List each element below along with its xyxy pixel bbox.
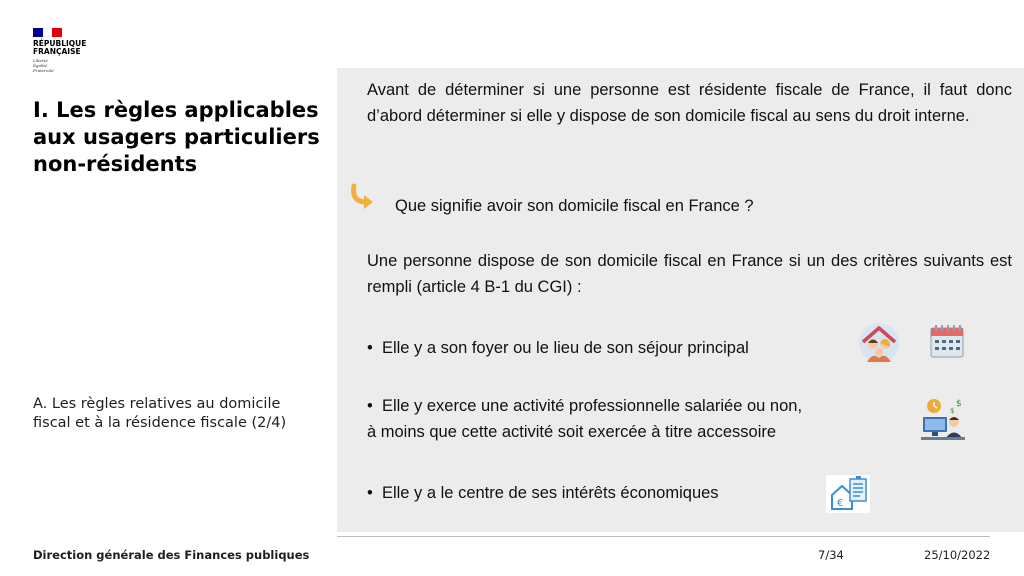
bullet-marker: • xyxy=(367,397,373,415)
content-panel xyxy=(337,68,1024,532)
logo-motto xyxy=(33,58,113,73)
family-home-icon xyxy=(858,322,900,364)
logo-motto-line2: Égalité xyxy=(33,63,48,68)
professional-activity-icon xyxy=(920,397,966,441)
logo-motto-line3: Fraternité xyxy=(33,68,54,73)
svg-text:€: € xyxy=(837,498,844,509)
section-title: I. Les règles applicables aux usagers particuliers non-résidents xyxy=(33,98,320,176)
definition-paragraph: Une personne dispose de son domicile fiscal en France si un des critères suivants est rempli (article 4 B-1 du CGI) : xyxy=(367,252,1012,296)
intro-paragraph: Avant de déterminer si une personne est résidente fiscale de France, il faut donc d’abord déterminer si elle y dispose de son domicile fiscal au sens du droit interne. xyxy=(367,81,1012,125)
criterion-economic-interests-text: Elle y a le centre de ses intérêts économiques xyxy=(381,484,719,502)
criterion-activity-text-line2: à moins que cette activité soit exercée à titre accessoire xyxy=(367,423,777,441)
logo-name-line2: FRANÇAISE xyxy=(33,47,81,56)
logo-name-line1: RÉPUBLIQUE xyxy=(33,39,87,48)
question-text: Que signifie avoir son domicile fiscal en France ? xyxy=(395,197,754,215)
subsection-label: A. Les règles relatives au domicile fiscal et à la résidence fiscale (2/4) xyxy=(33,396,287,431)
footer-date: 25/10/2022 xyxy=(924,548,991,562)
page-number: 7/34 xyxy=(818,548,844,562)
footer-divider xyxy=(337,536,990,537)
logo-name xyxy=(33,40,113,56)
bullet-marker: • xyxy=(367,339,373,357)
criterion-foyer xyxy=(367,335,749,361)
logo-motto-line1: Liberté xyxy=(33,58,48,63)
republique-francaise-logo xyxy=(33,28,113,73)
footer-organization: Direction générale des Finances publiques xyxy=(33,548,310,562)
economic-interests-icon xyxy=(826,475,870,513)
criterion-foyer-text: Elle y a son foyer ou le lieu de son séjour principal xyxy=(381,339,749,357)
svg-text:$: $ xyxy=(950,407,955,415)
criterion-economic-interests xyxy=(367,480,719,506)
bullet-marker: • xyxy=(367,484,373,502)
criterion-activity xyxy=(367,393,802,445)
curved-arrow-icon xyxy=(348,182,378,212)
calendar-icon xyxy=(929,323,965,359)
french-flag-icon xyxy=(33,28,62,37)
criterion-activity-text: Elle y exerce une activité professionnelle salariée ou non, xyxy=(381,397,803,415)
svg-text:$: $ xyxy=(956,399,962,409)
